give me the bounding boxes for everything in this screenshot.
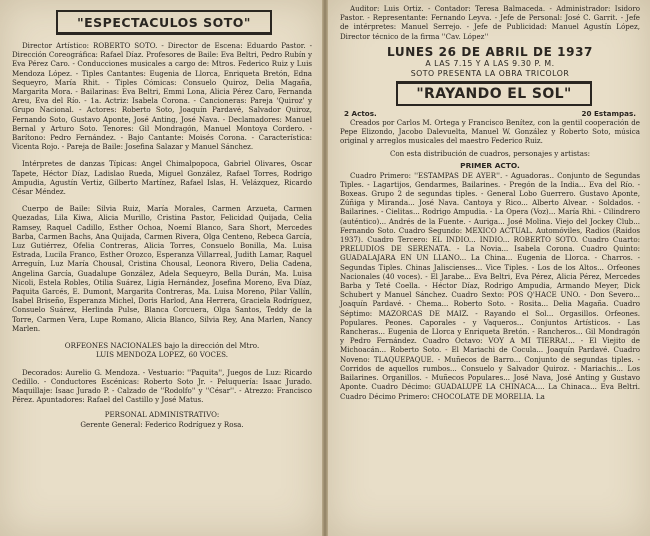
distribution-line: Con esta distribución de cuadros, personajes y artistas: <box>389 149 591 159</box>
performance-times: A LAS 7.15 Y A LAS 9.30 P. M. <box>425 58 555 68</box>
program-paragraph: Cuadro Primero: ''ESTAMPAS DE AYER''. - Aguadoras.. Conjunto de Segundas Tiples. - Lagartijos, Gendarmes, Bailarines. - Pregón de la India... Eva del Río. - Boxeas. Grupo 2 de segundas tiples. - General Lobo Guerrero. Gustavo Aponte, Zúñiga y Miranda... José Nava. Cantoya y Rico... Alberto Alvear. - Soldados. - Bailarines. - Cielitas... Rodrigo Ampudia. - La Opera (Voz)... María Rhi. - Cilindrero (auténtico)... Andrés de la Fuente. - Auriga... José Molina. Viejo del Jockey Club... Fernando Soto. Cuadro Segundo: MEXICO ACTUAL. Automóviles, Radios (Raidos 1937). Cuadro Tercero: EL INDIO... INDIO... ROBERTO SOTO. Cuadro Cuarto: PRELUDIOS DE SERENATA. - La Novia... Isabela Corona. Cuadro Quinto: GUADALAJARA EN UN LLANO... La China... Eugenia de Llorca. - Charros. - Segundas Tiples. Chinas Jaliscienses... Vice Tiples. - Los de los Altos... Orfeones Nacionales (40 voces). - El Jarabe... Eva Beltri, Eva Pérez, Alicia Pérez, Mercedes Barba y Teté Coella. - Héctor Díaz, Rodrigo Ampudia, Armando Meyer, Dick Schubert y Manuel Sánchez. Cuadro Sexto: POS Q'HACE UNO. - Don Severo... Joaquín Pardavé. - Chema... Roberto Soto. - Rosita... Delia Magaña. Cuadro Séptimo: MAZORCAS DE MAIZ. - Rayando el Sol... Orgasillos. Orfeones. Populares. Peones. Caporales - y Vaqueros... Conjuntos Artísticos. - Las Rancheras... Eugenia de Llorca y Enriqueta Bretón. - Rancheros... Gil Mondragón y Pedro Fernández. Cuadro Octavo: VOY A MI TIERRA!... - El Viejito de Michoacán... Roberto Soto. - El Mariachi de Cocula... Joaquín Pardavé. Cuadro Noveno: TLAQUEPAQUE. - Muñecos de Barro... Conjunto de segundas tiples. - Corridos de aquellos rumbos... Consuelo y Salvador Quiroz. - Mariachis... Los Bailarines. Organillos. - Muñecos Populares... José Nava, José Anting y Gustavo Aponte. Cuadro Décimo: GUADALUPE LA CHINACA.... La Chinaca... Eva Beltri. Cuadro Décimo Primero: CHOCOLATE DE MORELIA. La <box>340 170 640 401</box>
performance-date: LUNES 26 DE ABRIL DE 1937 <box>387 44 593 59</box>
cast-paragraph: Director Artístico: ROBERTO SOTO. - Director de Escena: Eduardo Pastor. - Dirección Coreográfica: Rafael Díaz. Profesores de Baile: Eva Beltri, Pedro Rubín y Eva Pérez Caro. - Conducciones musicales a cargo de: Mtros. Federico Ruiz y Luis Mendoza López. - Tiples Cantantes: Eugenia de Llorca, Enriqueta Bretón, Edna Sequeyro, María Rhit. - Tiples Cómicas: Consuelo Quiroz, Delia Magaña, Margarita Mora. - Bailarinas: Eva Beltri, Emmi Lona, Alicia Pérez Caro, Fernanda Areu, Eva del Río. - 1a. Actriz: Isabela Corona. - Cancioneras: Pareja 'Quiroz' y Grupo Nacional. - Actores: Roberto Soto, Joaquín Pardavé, Salvador Quiroz, Fernando Soto, Gustavo Aponte, José Anting, José Nava. - Declamadores: Manuel Bernal y Arturo Soto. Tenores: Gil Mondragón, Manuel Montoya Cordero. - Barítono: Pedro Fernández. - Bajo Cantante: Moisés Corona. - Característica: Vicenta Rojo. - Pareja de Baile: Josefina Salazar y Manuel Sánchez. <box>12 41 312 152</box>
admin-paragraph: Auditor: Luis Ortiz. - Contador: Teresa Balmaceda. - Administrador: Isidoro Pastor. - Representante: Fernando Leyva. - Jefe de Personal: José C. Garrit. - Jefe de intérpretes: Manuel Serrejo. - Jefe de Publicidad: Manuel Agustín López, Director técnico de la firma ''Cav. López'' <box>340 4 640 41</box>
right-page <box>328 0 650 536</box>
acts-row <box>344 109 636 118</box>
act-heading: PRIMER ACTO. <box>460 160 520 170</box>
personal-heading: PERSONAL ADMINISTRATIVO: <box>104 410 220 420</box>
gerente-line: Gerente General: Federico Rodríguez y Rosa. <box>80 419 244 429</box>
decorados-paragraph: Decorados: Aurelio G. Mendoza. - Vestuario: ''Paquita'', Juegos de Luz: Ricardo Cedillo. - Conductores Escénicas: Roberto Soto Jr. - Peluquería: Isaac Jurado. Maquillaje: Isaac Jurado P. - Calzado de ''Rodolfo'' y ''César''. - Atrezzo: Francisco Pérez. Apuntadores: Rafael del Castillo y José Matus. <box>12 367 312 405</box>
acts-count: 2 Actos. <box>344 108 377 118</box>
baile-paragraph: Cuerpo de Baile: Silvia Ruiz, María Morales, Carmen Arzueta, Carmen Quezadas, Lila Kiwa, Alicia Murillo, Cristina Pastor, Felicidad Quijada, Celia Ramsey, Raquel Cadillo, Esther Ochoa, Noemí Blanco, Sara Short, Mercedes Barba, Carmen Bachs, Ana Quijada, Carmen Rivera, Olga Centeno, Rebeca García, Luz Gutiérrez, Ofelia Contreras, Alicia Torres, Consuelo Bonilla, Ma. Luisa Estrada, Lucila Franco, Esther Orozco, Esperanza Villarreal, Judith Lamar, Raquel Arreguín, Luz María Chousal, Cristina Chousal, Leonora Rivero, Delia Cadena, Angelina García, Guadalupe González, Adela Sequeyro, Bella Durán, Ma. Luisa Nicoli, Estela Robles, Otilia Suárez, Ligia Hernández, Josefina Moreno, Eva Díaz, Paquita Garcés, E. Dumont, Margarita Contreras, Ma. Luisa Moreno, Pilar Vallín, Isabel Briseño, Esperanza Michel, Doris Harlod, Ana Herrera, Graciela Rodríguez, Consuelo Suárez, Herlinda Pulse, Blanca Corcuera, Olga Santos, Teddy de la Torre, Carmen Vera, Lupe Romano, Alicia Blanco, Silvia Rey, Ana Marlen, Nancy Marlen. <box>12 204 312 333</box>
presents-line: SOTO PRESENTA LA OBRA TRICOLOR <box>410 68 570 78</box>
tiples-paragraph: Intérpretes de danzas Típicas: Angel Chimalpopoca, Gabriel Olivares, Oscar Tapete, Héctor Díaz, Ladislao Rueda, Miguel González, Rafael Torres, Rodrigo Ampudia, Agustín Vertiz, Gilberto Martínez, Rafael Islas, H. Velázquez, Ricardo César Méndez. <box>12 159 312 197</box>
credits-paragraph: Creados por Carlos M. Ortega y Francisco Benítez, con la gentil cooperación de Pepe Elizondo, Jacobo Dalevuelta, Manuel W. González y Roberto Soto, música original y arreglos musicales del maestro Federico Ruiz. <box>340 117 640 146</box>
orfeones-director: LUIS MENDOZA LOPEZ, 60 VOCES. <box>95 350 229 360</box>
left-page <box>0 0 322 536</box>
left-title: "ESPECTACULOS SOTO" <box>56 10 272 35</box>
orfeones-line: ORFEONES NACIONALES bajo la dirección del Mtro. <box>64 341 260 351</box>
show-title: "RAYANDO EL SOL" <box>396 81 592 106</box>
estampas-count: 20 Estampas. <box>581 108 636 118</box>
